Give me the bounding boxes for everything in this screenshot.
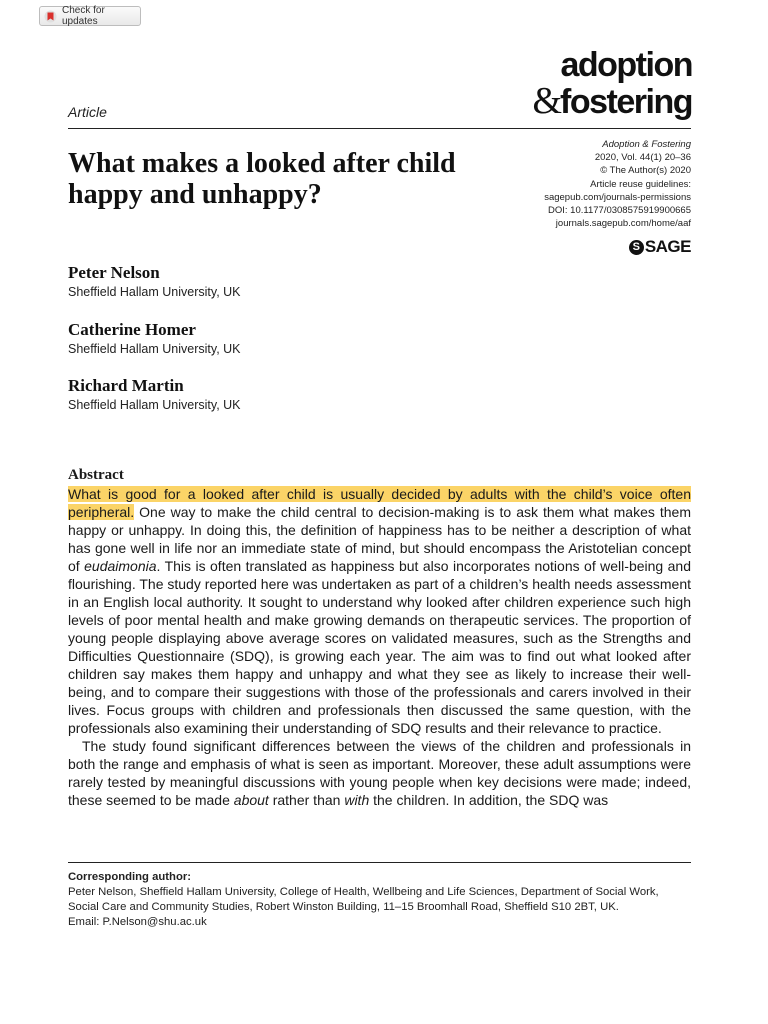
author-affiliation: Sheffield Hallam University, UK bbox=[68, 342, 241, 356]
author-affiliation: Sheffield Hallam University, UK bbox=[68, 285, 241, 299]
sage-logo-word: SAGE bbox=[644, 237, 691, 256]
corresponding-author bbox=[68, 870, 691, 930]
meta-journal-name: Adoption & Fostering bbox=[602, 139, 691, 150]
meta-volume: 2020, Vol. 44(1) 20–36 bbox=[594, 152, 691, 164]
meta-copyright: © The Author(s) 2020 bbox=[600, 165, 691, 177]
check-for-updates-button[interactable] bbox=[39, 6, 141, 26]
abstract-text: The study found significant differences between the views of the children and professionals in both the range and emphasis of what is seen as important. Moreover, these adult assumptions were rarely tested by meaningful discussions with young people when key decisions were made; indeed, these seemed to be made bbox=[68, 738, 691, 808]
check-for-updates-label: Check for updates bbox=[62, 5, 105, 27]
meta-doi[interactable]: DOI: 10.1177/0308575919900665 bbox=[548, 205, 691, 217]
journal-logo-ampersand: & bbox=[532, 80, 561, 122]
author-name: Richard Martin bbox=[68, 376, 184, 395]
abstract-text: . This is often translated as happiness but also incorporates notions of well-being and flourishing. The study reported here was undertaken as part of a children’s health needs assessment in an English local authority. It sought to understand why looked after children experience such high levels of poor mental health and make growing demands on therapeutic services. The proportion of young people displaying above average scores on validated measures, such as the Strengths and Difficulties Questionnaire (SDQ), is growing each year. The aim was to find out what looked after children say makes them happy and unhappy and what they see as likely to increase their well-being, and to compare their suggestions with those of the professionals and carers involved in their lives. Focus groups with children and professionals then discussed the same question, with the professionals also examining their understanding of SDQ results and their relevance to practice. bbox=[68, 558, 691, 736]
meta-reuse-label: Article reuse guidelines: bbox=[590, 178, 691, 190]
journal-logo-line2 bbox=[532, 82, 692, 120]
corresponding-author-email[interactable]: Email: P.Nelson@shu.ac.uk bbox=[68, 916, 207, 928]
author-affiliation: Sheffield Hallam University, UK bbox=[68, 398, 241, 412]
check-for-updates-icon bbox=[44, 10, 57, 23]
sage-logo bbox=[629, 238, 691, 256]
corresponding-author-address: Peter Nelson, Sheffield Hallam University, College of Health, Wellbeing and Life Sciences, Department of Social Work, Social Care and Community Studies, Robert Winston Building, 11–15 Broomhall Road, Sheffield S10 2BT, UK. bbox=[68, 886, 659, 913]
abstract-text: the children. In addition, the SDQ was bbox=[369, 792, 609, 808]
journal-logo-word: fostering bbox=[560, 83, 692, 121]
abstract-italic-term: with bbox=[344, 792, 370, 808]
abstract-heading: Abstract bbox=[68, 467, 124, 483]
sage-logo-mark: S bbox=[629, 240, 644, 255]
meta-reuse-link[interactable]: sagepub.com/journals-permissions bbox=[544, 191, 691, 203]
author-name: Catherine Homer bbox=[68, 320, 196, 339]
abstract-text: rather than bbox=[268, 792, 345, 808]
article-type-label: Article bbox=[68, 104, 107, 120]
highlighted-sentence: What is good for a looked after child is usually decided by adults with the child’s voice often peripheral. bbox=[68, 486, 691, 520]
author-name: Peter Nelson bbox=[68, 263, 160, 282]
abstract-paragraph-1 bbox=[68, 485, 691, 737]
abstract-italic-term: eudaimonia bbox=[84, 558, 157, 574]
abstract-section bbox=[68, 466, 691, 809]
abstract-italic-term: about bbox=[233, 792, 269, 808]
meta-journal-link[interactable]: journals.sagepub.com/home/aaf bbox=[555, 218, 691, 230]
publication-meta bbox=[451, 138, 691, 230]
header-divider bbox=[68, 128, 691, 129]
footnote-divider bbox=[68, 862, 691, 863]
corresponding-author-heading: Corresponding author: bbox=[68, 871, 192, 883]
paper-title: What makes a looked after child happy and unhappy? bbox=[68, 148, 456, 210]
abstract-paragraph-2 bbox=[68, 737, 691, 809]
abstract-text: One way to make the child central to decision-making is to ask them what makes them happy or unhappy. In doing this, the definition of happiness has to be neither a description of what has gone well in life nor an immediate state of mind, but should encompass the Aristotelian concept of bbox=[68, 504, 691, 574]
journal-logo-line1: adoption bbox=[560, 46, 692, 84]
